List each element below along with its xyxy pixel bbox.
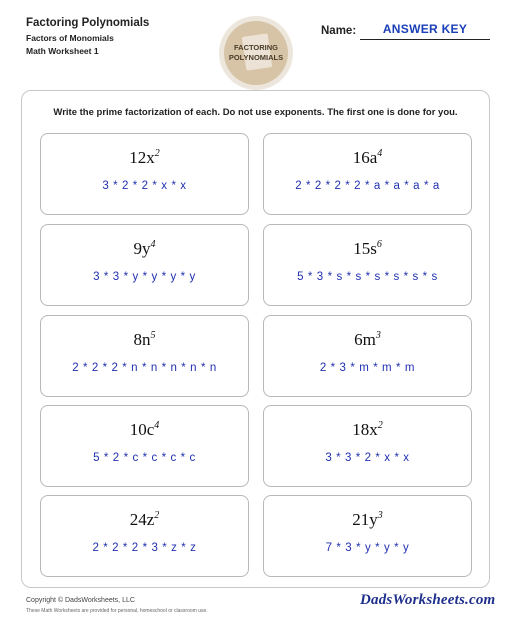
monomial-exponent: 2: [377, 420, 383, 431]
monomial: [264, 510, 471, 530]
site-logo: DadsWorksheets.com: [360, 592, 496, 608]
prime-factorization: 2 * 3 * m * m * m: [319, 362, 416, 374]
instructions: Write the prime factorization of each. Do not use exponents. The first one is done for you.: [53, 107, 458, 118]
usage-note: These Math Worksheets are provided for personal, homeschool or classroom use.: [26, 608, 208, 614]
problem-card: [263, 315, 472, 397]
monomial-exponent: 2: [154, 148, 160, 159]
monomial-exponent: 3: [377, 510, 383, 521]
prime-factorization: 5 * 3 * s * s * s * s * s * s: [297, 271, 438, 283]
prime-factorization: 3 * 2 * 2 * x * x: [102, 180, 187, 192]
monomial-base: 8n: [133, 330, 151, 349]
monomial: [264, 330, 471, 350]
monomial: [41, 330, 248, 350]
problem-card: [40, 133, 249, 215]
monomial: [264, 148, 471, 168]
monomial-exponent: 5: [150, 330, 156, 341]
prime-factorization: 2 * 2 * 2 * 3 * z * z: [92, 542, 197, 554]
monomial-exponent: 3: [375, 330, 381, 341]
monomial: [41, 510, 248, 530]
monomial-exponent: 2: [154, 510, 160, 521]
badge-inner: [224, 21, 288, 85]
monomial-base: 9y: [133, 239, 151, 258]
monomial-exponent: 4: [150, 239, 156, 250]
name-line: [360, 39, 490, 40]
prime-factorization: 5 * 2 * c * c * c * c: [93, 452, 196, 464]
monomial-exponent: 4: [154, 420, 160, 431]
name-label: Name:: [321, 25, 357, 37]
monomial-base: 10c: [129, 420, 155, 439]
problem-card: [263, 133, 472, 215]
prime-factorization: 3 * 3 * 2 * x * x: [325, 452, 410, 464]
monomial: [41, 420, 248, 440]
problem-card: [263, 495, 472, 577]
worksheet-title: Factoring Polynomials: [26, 17, 150, 29]
monomial: [41, 148, 248, 168]
badge-line-1: FACTORING: [233, 43, 279, 52]
monomial-base: 15s: [353, 239, 377, 258]
worksheet-number: Math Worksheet 1: [26, 46, 99, 56]
problem-card: [40, 315, 249, 397]
problem-card: [40, 224, 249, 306]
monomial-exponent: 6: [376, 239, 382, 250]
monomial-base: 21y: [352, 510, 378, 529]
problem-card: [263, 224, 472, 306]
monomial-base: 24z: [129, 510, 155, 529]
monomial: [264, 239, 471, 259]
monomial-base: 12x: [129, 148, 155, 167]
monomial-exponent: 4: [377, 148, 383, 159]
prime-factorization: 3 * 3 * y * y * y * y: [93, 271, 196, 283]
worksheet-subtitle: Factors of Monomials: [26, 33, 114, 43]
monomial-base: 6m: [354, 330, 376, 349]
badge-line-2: POLYNOMIALS: [228, 53, 284, 62]
problem-card: [40, 405, 249, 487]
problem-card: [40, 495, 249, 577]
copyright: Copyright © DadsWorksheets, LLC: [26, 597, 135, 604]
topic-badge: [219, 16, 293, 90]
problem-card: [263, 405, 472, 487]
monomial: [41, 239, 248, 259]
monomial-base: 18x: [352, 420, 378, 439]
prime-factorization: 2 * 2 * 2 * 2 * a * a * a * a: [295, 180, 440, 192]
prime-factorization: 7 * 3 * y * y * y: [325, 542, 410, 554]
monomial: [264, 420, 471, 440]
monomial-base: 16a: [352, 148, 378, 167]
prime-factorization: 2 * 2 * 2 * n * n * n * n * n: [72, 362, 217, 374]
answer-key: ANSWER KEY: [382, 22, 468, 36]
